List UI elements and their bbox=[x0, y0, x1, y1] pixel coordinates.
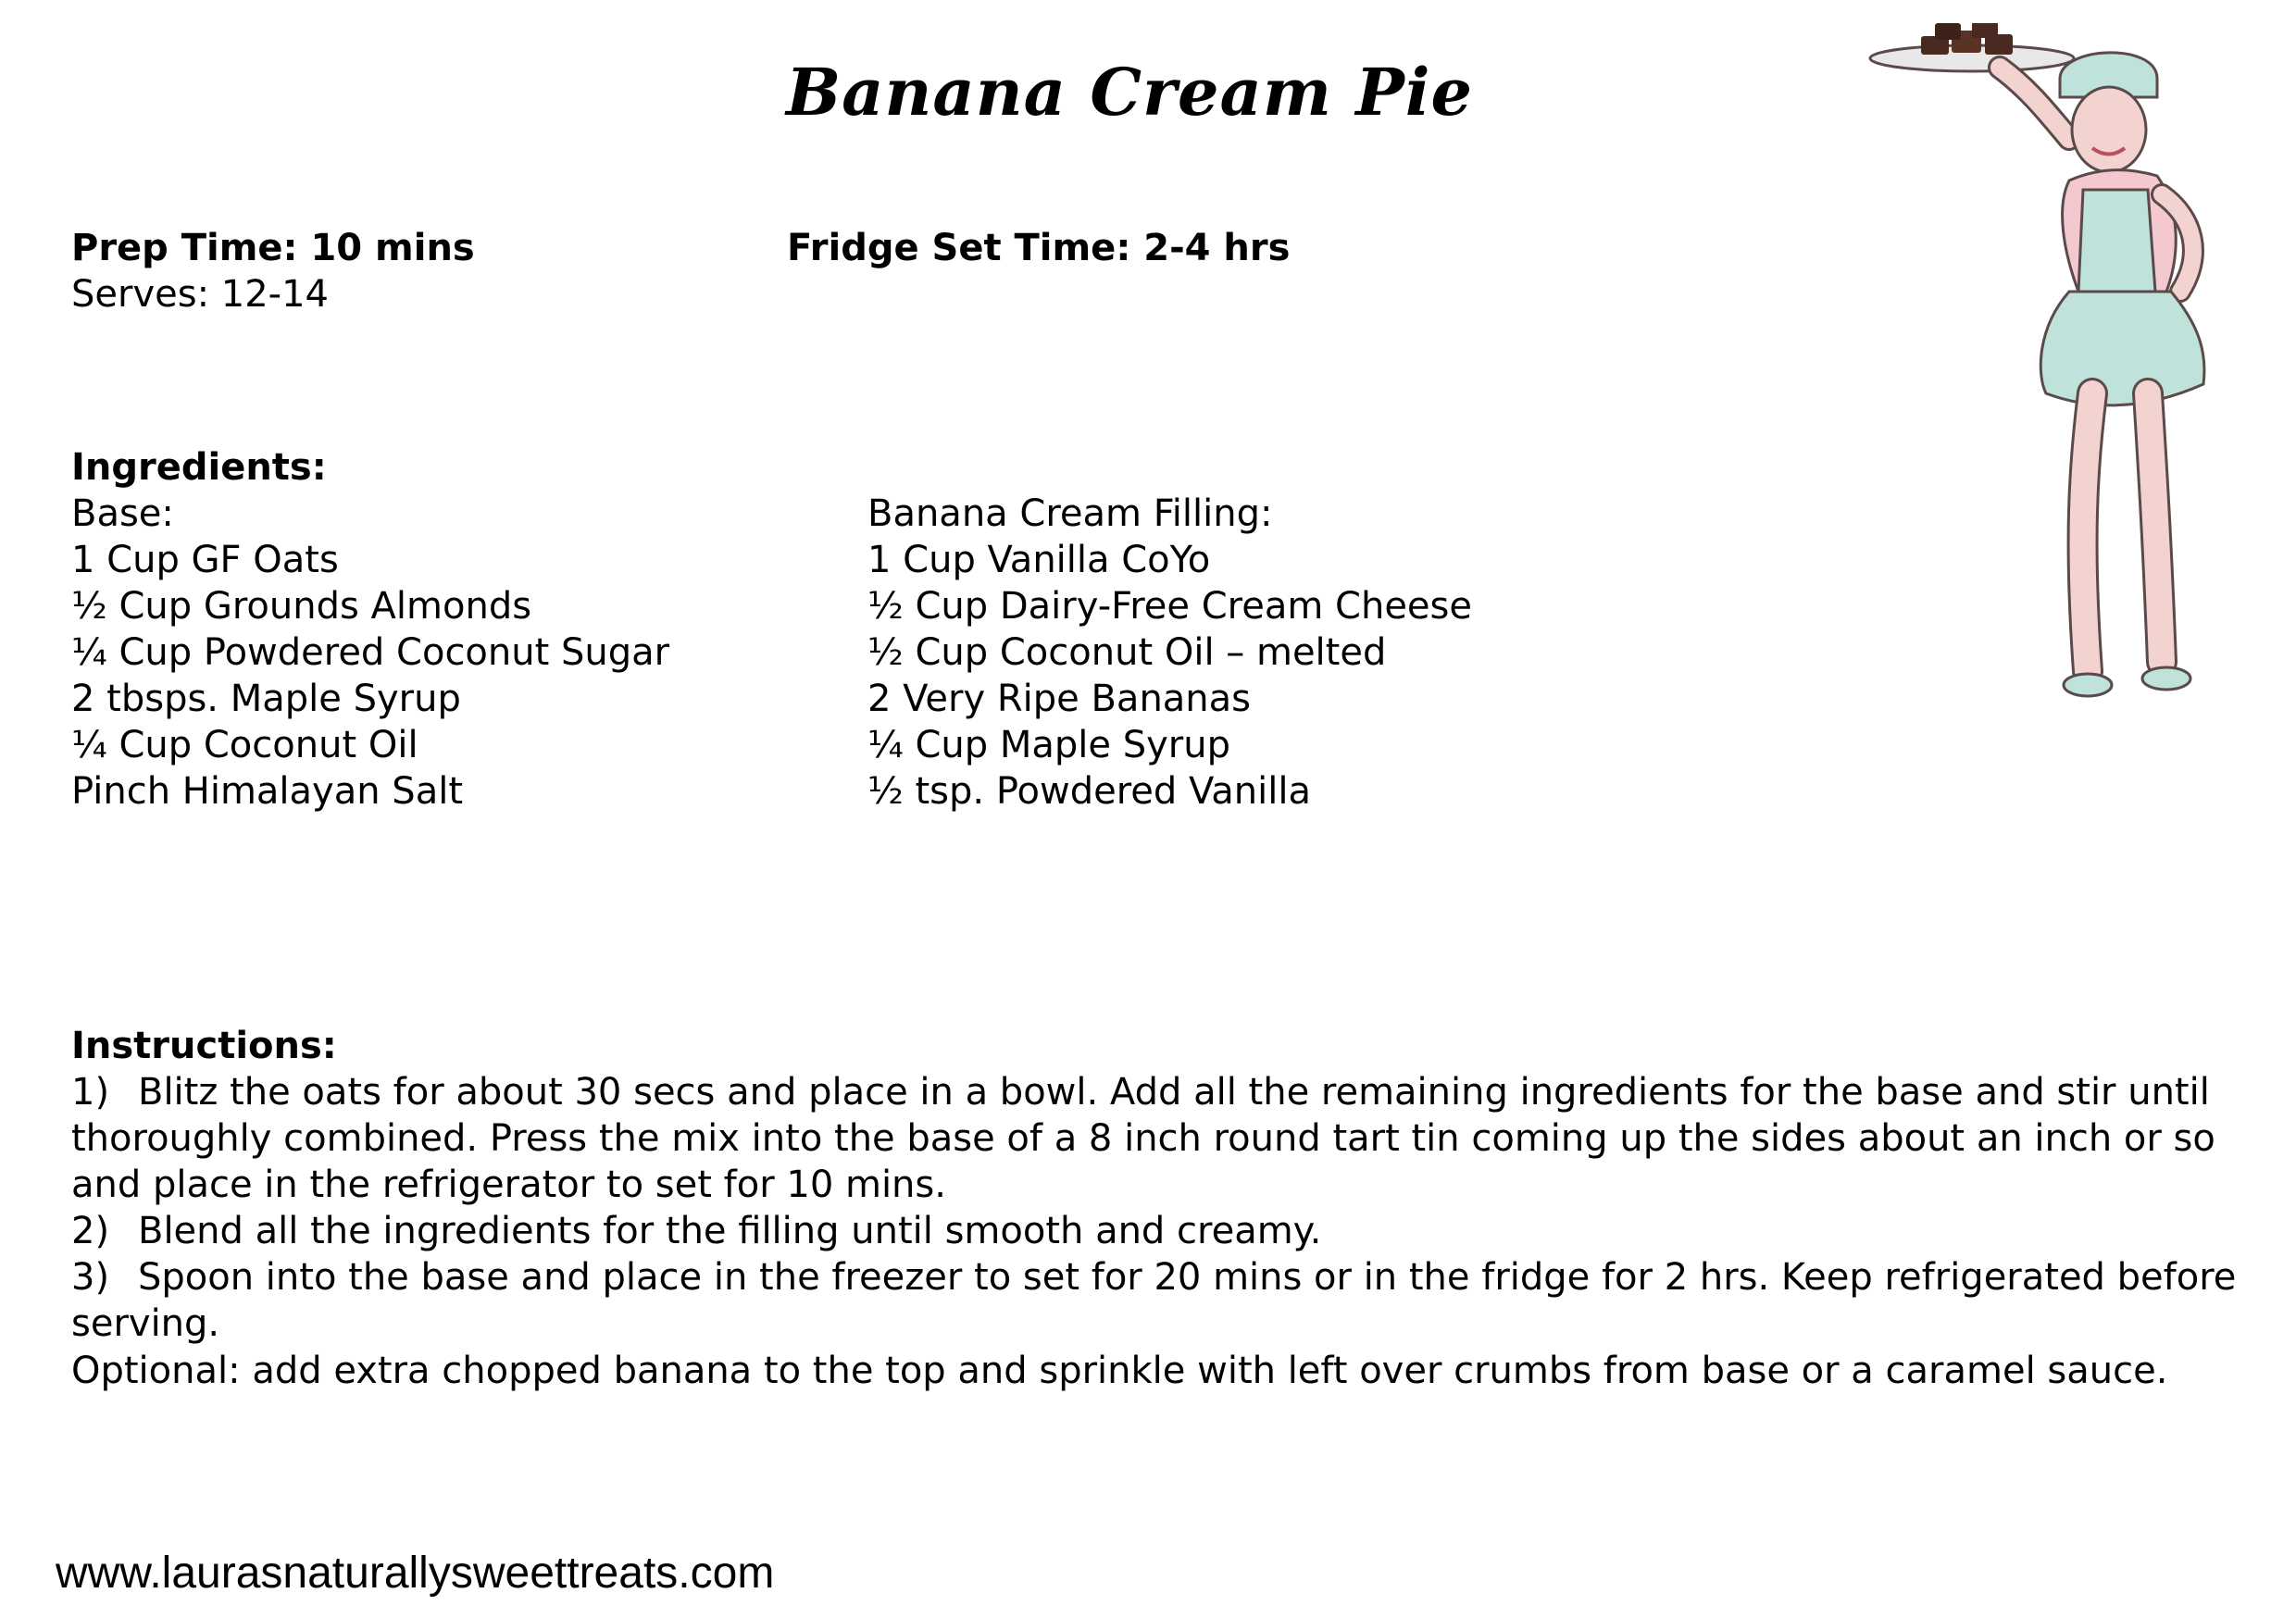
base-label: Base: bbox=[71, 492, 174, 535]
list-item: ½ tsp. Powdered Vanilla bbox=[867, 770, 1311, 813]
ingredients-heading: Ingredients: bbox=[71, 446, 327, 489]
step-text: Spoon into the base and place in the freezer to set for 20 mins or in the fridge for 2 hrs. Keep refrigerated before serving. bbox=[71, 1256, 2237, 1345]
list-item: ¼ Cup Maple Syrup bbox=[867, 724, 1230, 766]
step-text: Blend all the ingredients for the filling until smooth and creamy. bbox=[138, 1210, 1322, 1252]
instruction-step bbox=[71, 1254, 2256, 1347]
step-number: 1) bbox=[71, 1071, 110, 1114]
list-item: 2 tbsps. Maple Syrup bbox=[71, 678, 461, 720]
optional-note: Optional: add extra chopped banana to the top and sprinkle with left over crumbs from base or a caramel sauce. bbox=[71, 1350, 2168, 1392]
fridge-set-time: Fridge Set Time: 2-4 hrs bbox=[787, 227, 1291, 269]
pinup-chef-illustration bbox=[1861, 23, 2250, 708]
serves: Serves: 12-14 bbox=[71, 273, 329, 316]
list-item: ½ Cup Grounds Almonds bbox=[71, 585, 532, 628]
instruction-step bbox=[71, 1208, 2256, 1254]
list-item: 1 Cup GF Oats bbox=[71, 539, 339, 581]
list-item: ½ Cup Dairy-Free Cream Cheese bbox=[867, 585, 1472, 628]
filling-ingredients bbox=[867, 491, 1472, 815]
list-item: ¼ Cup Coconut Oil bbox=[71, 724, 418, 766]
filling-label: Banana Cream Filling: bbox=[867, 492, 1273, 535]
list-item: Pinch Himalayan Salt bbox=[71, 770, 464, 813]
instructions-heading: Instructions: bbox=[71, 1025, 337, 1067]
list-item: 2 Very Ripe Bananas bbox=[867, 678, 1252, 720]
step-text: Blitz the oats for about 30 secs and place in a bowl. Add all the remaining ingredients for the base and stir until thoroughly combined. Press the mix into the base of a 8 inch round tart tin coming up the sides about an inch or so and place in the refrigerator to set for 10 mins. bbox=[71, 1071, 2215, 1206]
website-link[interactable]: www.laurasnaturallysweettreats.com bbox=[56, 1549, 775, 1598]
list-item: ½ Cup Coconut Oil – melted bbox=[867, 631, 1387, 674]
prep-time: Prep Time: 10 mins bbox=[71, 227, 475, 269]
step-number: 2) bbox=[71, 1210, 110, 1252]
list-item: ¼ Cup Powdered Coconut Sugar bbox=[71, 631, 670, 674]
list-item: 1 Cup Vanilla CoYo bbox=[867, 539, 1211, 581]
instruction-step bbox=[71, 1069, 2256, 1208]
recipe-title: Banana Cream Pie bbox=[785, 54, 1474, 131]
base-ingredients bbox=[71, 491, 669, 815]
step-number: 3) bbox=[71, 1256, 110, 1299]
